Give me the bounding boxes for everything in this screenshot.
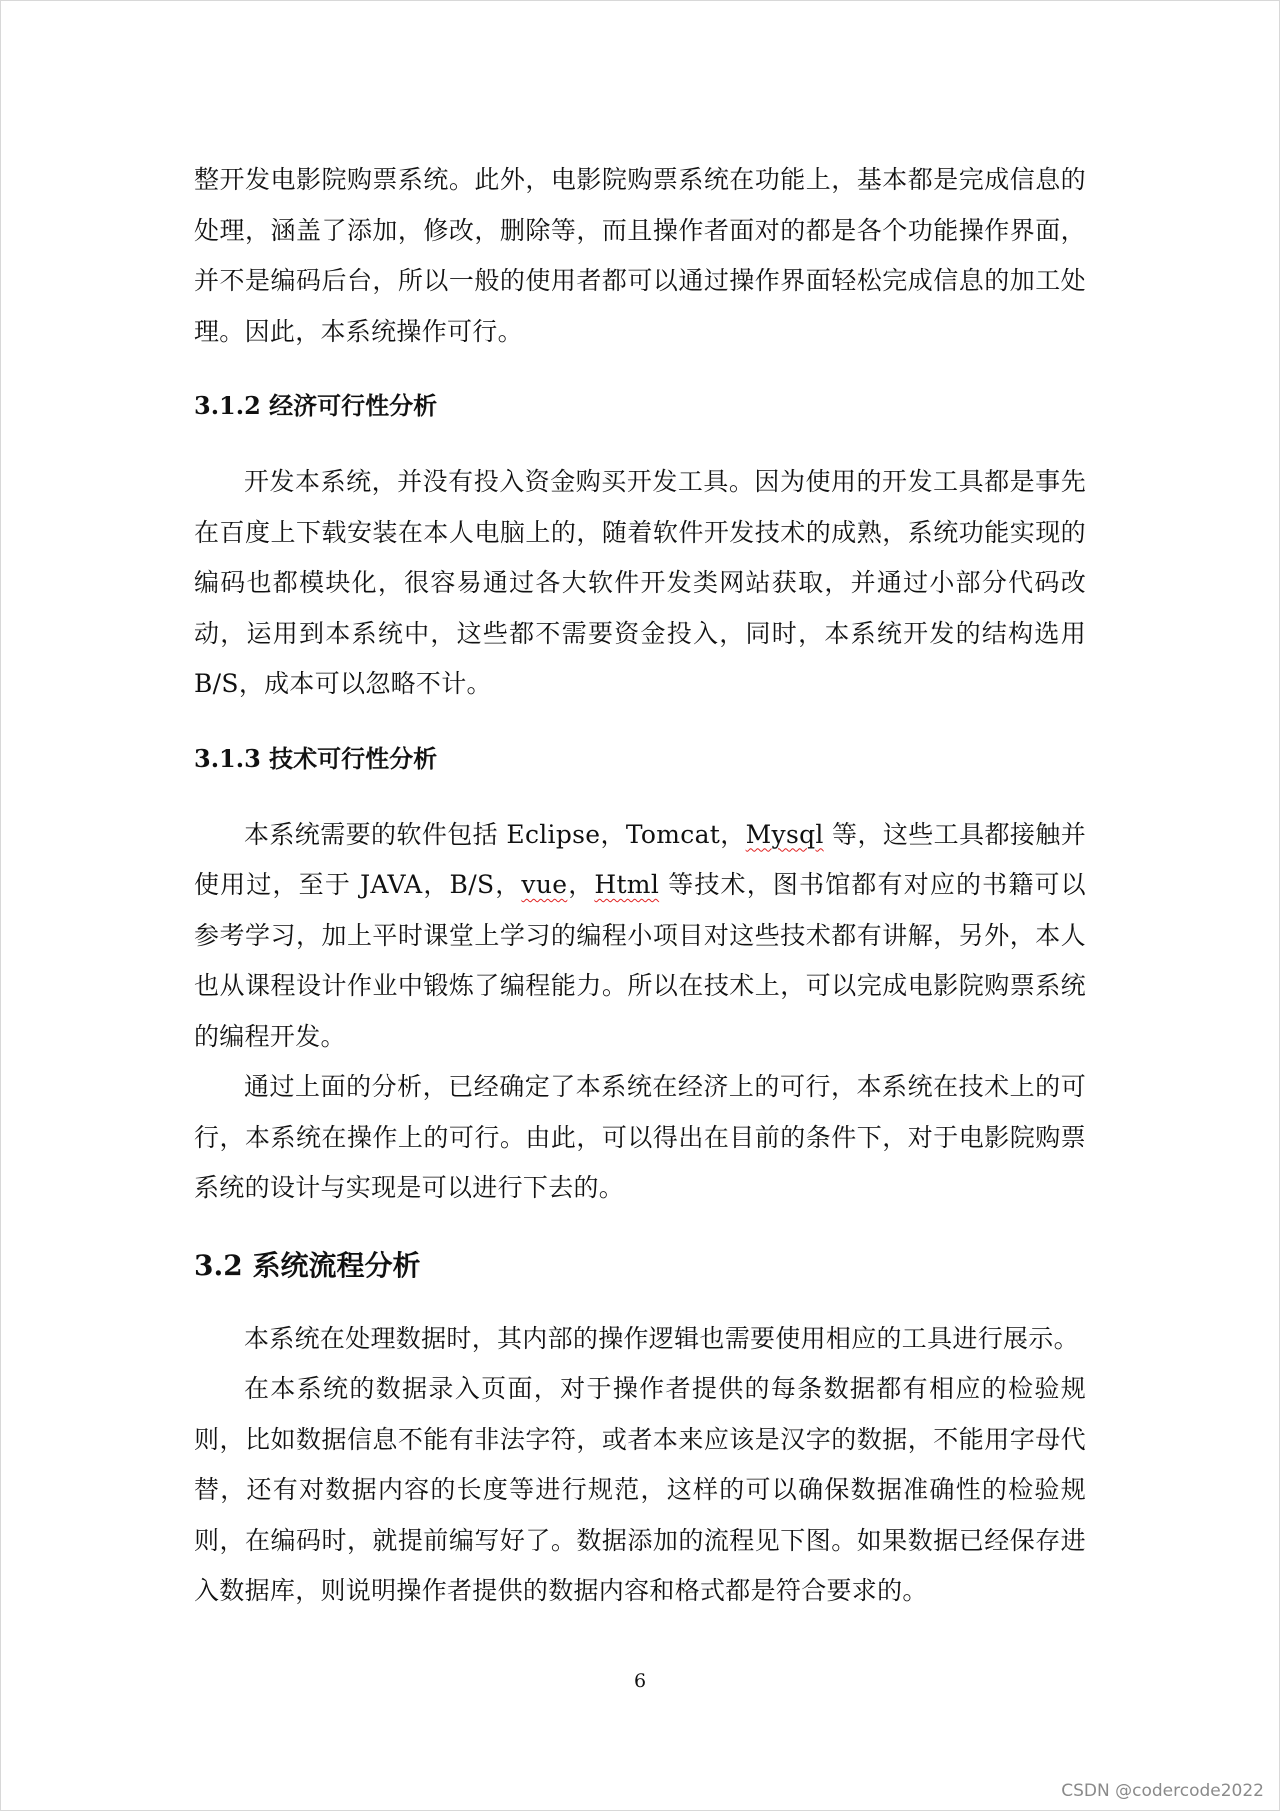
spellcheck-word-html: Html xyxy=(594,870,660,899)
section-3-1-3-paragraph-1 xyxy=(194,810,1086,1063)
text-run: 等技术，图书馆都有对应的书籍可以参考学习，加上平时课堂上学习的编程小项目对这些技术都有讲解，另外，本人也从课程设计作业中锻炼了编程能力。所以在技术上，可以完成电影院购票系统的编程开发。 xyxy=(194,870,1086,1051)
section-heading-3-2: 3.2 系统流程分析 xyxy=(194,1248,421,1282)
spellcheck-word-vue: vue xyxy=(521,870,568,899)
intro-paragraph: 整开发电影院购票系统。此外，电影院购票系统在功能上，基本都是完成信息的处理，涵盖了添加，修改，删除等，而且操作者面对的都是各个功能操作界面，并不是编码后台，所以一般的使用者都可以通过操作界面轻松完成信息的加工处理。因此，本系统操作可行。 xyxy=(194,165,1086,346)
csdn-watermark: CSDN @codercode2022 xyxy=(1061,1781,1264,1801)
text-run: ， xyxy=(567,870,595,899)
section-3-1-2-paragraph: 开发本系统，并没有投入资金购买开发工具。因为使用的开发工具都是事先在百度上下载安装在本人电脑上的，随着软件开发技术的成熟，系统功能实现的编码也都模块化，很容易通过各大软件开发类网站获取，并通过小部分代码改动，运用到本系统中，这些都不需要资金投入，同时，本系统开发的结构选用 B/S，成本可以忽略不计。 xyxy=(194,467,1086,698)
text-run: 等，这些工具都接触并使用过，至于 JAVA，B/S， xyxy=(194,819,1087,899)
document-body xyxy=(194,155,1086,1617)
section-heading-3-1-2: 3.1.2 经济可行性分析 xyxy=(194,391,438,420)
section-3-2-paragraph-1: 本系统在处理数据时，其内部的操作逻辑也需要使用相应的工具进行展示。 xyxy=(244,1323,1079,1353)
section-3-1-3-paragraph-2: 通过上面的分析，已经确定了本系统在经济上的可行，本系统在技术上的可行，本系统在操作上的可行。由此，可以得出在目前的条件下，对于电影院购票系统的设计与实现是可以进行下去的。 xyxy=(194,1072,1086,1202)
spellcheck-word-mysql: Mysql xyxy=(745,819,824,849)
page-number: 6 xyxy=(633,1670,647,1692)
section-3-2-paragraph-2: 在本系统的数据录入页面，对于操作者提供的每条数据都有相应的检验规则，比如数据信息不能有非法字符，或者本来应该是汉字的数据，不能用字母代替，还有对数据内容的长度等进行规范，这样的可以确保数据准确性的检验规则，在编码时，就提前编写好了。数据添加的流程见下图。如果数据已经保存进入数据库，则说明操作者提供的数据内容和格式都是符合要求的。 xyxy=(194,1374,1086,1605)
section-heading-3-1-3: 3.1.3 技术可行性分析 xyxy=(194,743,438,773)
text-run: 本系统需要的软件包括 Eclipse，Tomcat， xyxy=(244,819,746,849)
